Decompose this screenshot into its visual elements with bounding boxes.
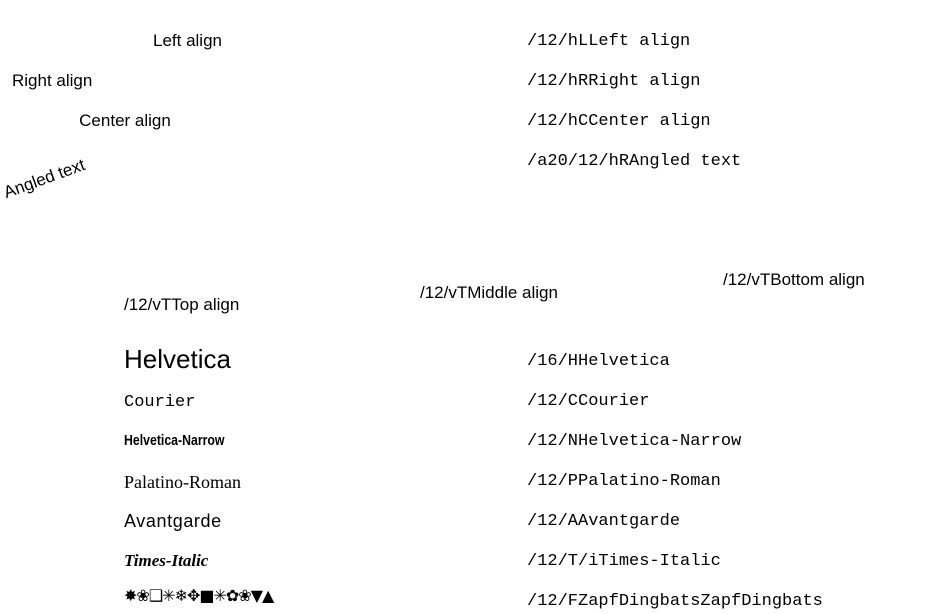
font-sample-helvetica-narrow-rendered: Helvetica-Narrow [124,432,225,449]
sample-angled-text-rendered: Angled text [1,155,88,203]
font-sample-avantgarde-code: /12/AAvantgarde [527,512,681,531]
font-sample-zapfdingbats-rendered: ✸❀❑✳❄✥■✳✿❀▼▲ [124,586,274,605]
font-sample-courier-rendered: Courier [124,393,196,412]
sample-right-align-code: /12/hRRight align [527,72,701,91]
sample-left-align-rendered: Left align [153,31,222,50]
sample-top-align-code: /12/vTTop align [124,295,240,314]
sample-center-align-rendered: Center align [79,111,171,130]
sample-center-align-code: /12/hCCenter align [527,112,711,131]
font-sample-palatino-roman-rendered: Palatino-Roman [124,472,241,492]
sample-bottom-align-code: /12/vTBottom align [723,270,865,289]
sample-left-align-code: /12/hLLeft align [527,32,691,51]
font-sample-helvetica-narrow-code: /12/NHelvetica-Narrow [527,432,742,451]
font-sample-avantgarde-rendered: Avantgarde [124,511,222,531]
sample-angled-text-code: /a20/12/hRAngled text [527,152,742,171]
font-sample-helvetica-rendered: Helvetica [124,344,231,374]
sample-right-align-rendered: Right align [12,71,93,90]
font-sample-zapfdingbats-code: /12/FZapfDingbatsZapfDingbats [527,592,823,611]
font-sample-courier-code: /12/CCourier [527,392,650,411]
font-sample-palatino-roman-code: /12/PPalatino-Roman [527,472,721,491]
sample-middle-align-code: /12/vTMiddle align [420,283,558,302]
font-sample-times-italic-rendered: Times-Italic [124,551,209,570]
font-sample-helvetica-code: /16/HHelvetica [527,352,670,371]
font-sample-times-italic-code: /12/T/iTimes-Italic [527,552,721,571]
